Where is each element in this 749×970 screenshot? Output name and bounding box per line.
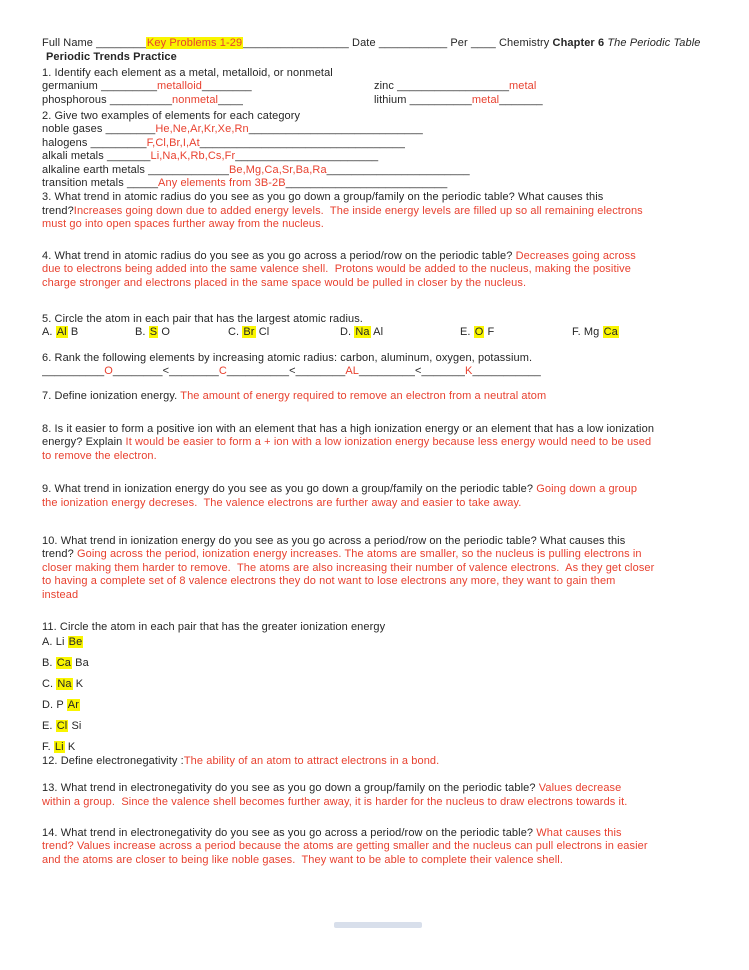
q1 (42, 67, 713, 107)
text-line (42, 720, 713, 733)
answer-text: AL (345, 365, 360, 378)
body-text: 1. Identify each element as a metal, metalloid, or nonmetal (42, 66, 333, 79)
answer-text: The amount of energy required to remove an electron from a neutral atom (180, 389, 547, 402)
text-line (42, 123, 713, 136)
text-line (42, 313, 713, 326)
body-text: energy? Explain (42, 436, 126, 449)
body-text: Ba (72, 657, 89, 670)
worksheet-title (42, 51, 713, 64)
highlighted-answer: Br (243, 326, 255, 339)
answer-text: must go into open spaces further away from the nucleus. (42, 218, 324, 231)
answer-text: instead (42, 588, 79, 601)
pair-item (228, 326, 340, 339)
body-text: B. (135, 326, 149, 339)
highlighted-answer: Al (56, 326, 67, 339)
body-text: C. (228, 326, 243, 339)
body-text: __________ (42, 365, 105, 378)
body-text: 2. Give two examples of elements for each category (42, 110, 301, 123)
highlighted-answer: Na (57, 678, 72, 691)
body-text: lithium __________ (374, 93, 472, 106)
answer-text: It would be easier to form a + ion with a low ionization energy because less energy would need to be used (125, 436, 652, 449)
footer-watermark (334, 922, 422, 928)
two-column-row (42, 80, 713, 93)
body-text: 9. What trend in ionization energy do you see as you go down a group/family on the periodic table? (42, 483, 537, 496)
text-line (42, 352, 713, 365)
answer-text: Li,Na,K,Rb,Cs,Fr (150, 150, 236, 163)
body-text: ____________________________ (248, 123, 423, 136)
q9 (42, 483, 713, 510)
highlighted-answer: Ca (56, 657, 72, 670)
body-text: E. (460, 326, 474, 339)
q4 (42, 250, 713, 290)
body-text: Chapter 6 (552, 37, 608, 49)
body-text: alkaline earth metals _____________ (42, 163, 229, 176)
right-column (374, 80, 536, 93)
answer-text: Decreases going across (515, 249, 636, 262)
answer-text: C (218, 365, 227, 378)
answer-text: O (104, 365, 113, 378)
answer-text: due to electrons being added into the same valence shell. Protons would be added to the nucleus, making the positive (42, 263, 631, 276)
text-line (42, 436, 713, 449)
right-column (374, 94, 543, 107)
q7 (42, 390, 713, 403)
q8 (42, 423, 713, 463)
text-line (42, 678, 713, 691)
pair-item (340, 326, 460, 339)
body-text: O (158, 326, 170, 339)
body-text: transition metals _____ (42, 177, 159, 190)
q10 (42, 535, 713, 602)
text-line (42, 277, 713, 290)
text-line (42, 699, 713, 712)
text-line (42, 796, 713, 809)
text-line (42, 483, 713, 496)
answer-pairs-row (42, 326, 713, 339)
body-text: ____ (218, 93, 243, 106)
body-text: _______ (499, 93, 543, 106)
q12 (42, 755, 713, 768)
text-line (42, 562, 713, 575)
highlighted-answer: Ar (67, 699, 79, 712)
answer-text: Going down a group (536, 483, 638, 496)
answer-text: F,Cl,Br,I,At (146, 136, 200, 149)
answer-text: Going across the period, ionization energy increases. The atoms are smaller, so the nucleus is pulling electrons in (76, 548, 642, 561)
text-line (42, 535, 713, 548)
highlighted-answer: Cl (56, 720, 68, 733)
text-line (46, 51, 713, 64)
answer-text: metal (509, 80, 537, 93)
answer-text: nonmetal (172, 93, 219, 106)
text-line (42, 755, 713, 768)
text-line (42, 205, 713, 218)
answer-text: Any elements from 3B-2B (158, 177, 286, 190)
q3 (42, 191, 713, 231)
pair-item (460, 326, 572, 339)
body-text: D. P (42, 699, 67, 712)
pair-item (572, 326, 619, 339)
answer-text: to having a complete set of 8 valence electrons they do not want to lose electrons any more, they want to gain them (42, 575, 616, 588)
text-line (42, 621, 713, 634)
answer-text: What causes this (536, 827, 622, 840)
body-text: __________<________ (226, 365, 346, 378)
body-text: ________<________ (112, 365, 219, 378)
highlighted-answer: O (474, 326, 484, 339)
body-text: _______________________ (235, 150, 379, 163)
q5 (42, 313, 713, 340)
body-text: F (484, 326, 495, 339)
highlighted-answer: Be (68, 636, 83, 649)
body-text: 6. Rank the following elements by increasing atomic radius: carbon, aluminum, oxygen, potassium. (42, 351, 533, 364)
answer-text: charge stronger and electrons placed in the same space would be pulled in closer by the nucleus. (42, 276, 527, 289)
left-column (42, 94, 374, 107)
body-text: 4. What trend in atomic radius do you see as you go across a period/row on the periodic table? (42, 249, 516, 262)
body-text: _________________ Date ___________ Per ____ Chemistry (243, 37, 553, 49)
text-line (42, 423, 713, 436)
body-text: __________________________ (285, 177, 448, 190)
answer-text: within a group. Since the valence shell becomes further away, it is harder for the nucleus to draw electrons towards it. (42, 795, 628, 808)
header-line (42, 37, 713, 50)
text-line (42, 110, 713, 123)
text-line (42, 218, 713, 231)
text-line (42, 636, 713, 649)
body-text: noble gases ________ (42, 123, 156, 136)
body-text: F. (42, 741, 54, 754)
body-text: _________________________________ (199, 136, 405, 149)
body-text: D. (340, 326, 355, 339)
text-line (42, 250, 713, 263)
text-line (42, 365, 713, 378)
body-text: B. (42, 657, 56, 670)
body-text: B (67, 326, 79, 339)
body-text: E. (42, 720, 56, 733)
q6 (42, 352, 713, 379)
text-line (42, 177, 713, 190)
q14 (42, 827, 713, 867)
body-text: 3. What trend in atomic radius do you see as you go down a group/family on the periodic table? What causes this (42, 191, 604, 204)
text-line (42, 741, 713, 754)
body-text: halogens _________ (42, 136, 147, 149)
body-text: 11. Circle the atom in each pair that has the greater ionization energy (42, 621, 386, 633)
body-text: 7. Define ionization energy. (42, 389, 181, 402)
body-text: 14. What trend in electronegativity do you see as you go across a period/row on the periodic table? (42, 827, 537, 840)
text-line (42, 782, 713, 795)
body-text: A. (42, 326, 56, 339)
answer-text: to remove the electron. (42, 449, 157, 462)
text-line (42, 575, 713, 588)
text-line (42, 164, 713, 177)
body-text: Al (370, 326, 384, 339)
answer-text: Be,Mg,Ca,Sr,Ba,Ra (228, 163, 327, 176)
answer-text: metalloid (157, 80, 202, 93)
body-text: _________<_______ (359, 365, 466, 378)
text-line (42, 150, 713, 163)
text-line (42, 390, 713, 403)
body-text: ___________ (472, 365, 541, 378)
text-line (42, 137, 713, 150)
text-line (42, 450, 713, 463)
body-text: Cl (255, 326, 270, 339)
answer-text: Values decrease (538, 782, 622, 795)
text-line (42, 497, 713, 510)
answer-text: metal (471, 93, 500, 106)
text-line (42, 263, 713, 276)
text-line (42, 589, 713, 602)
text-line (42, 37, 713, 50)
text-line (42, 854, 713, 867)
text-line (42, 67, 713, 80)
q2 (42, 110, 713, 190)
highlighted-answer: Na (355, 326, 370, 339)
highlighted-answer: Ca (603, 326, 618, 339)
text-line (42, 191, 713, 204)
highlighted-answer: Li (54, 741, 64, 754)
q13 (42, 782, 713, 809)
answer-text: closer making them harder to remove. The atoms are also increasing their number of valence electrons. As they get closer (42, 561, 655, 574)
left-column (42, 80, 374, 93)
body-text: _______________________ (326, 163, 470, 176)
body-text: 12. Define electronegativity : (42, 754, 184, 767)
body-text: 10. What trend in ionization energy do you see as you go across a period/row on the periodic table? What causes this (42, 534, 626, 547)
body-text: 5. Circle the atom in each pair that has the largest atomic radius. (42, 312, 363, 325)
body-text: germanium _________ (42, 80, 158, 93)
answer-text: He,Ne,Ar,Kr,Xe,Rn (155, 123, 249, 136)
answer-text: The ability of an atom to attract electrons in a bond. (183, 754, 440, 767)
answer-text: trend? Values increase across a period because the atoms are getting smaller and the nucleus can pull electrons in easier (42, 840, 648, 853)
highlighted-answer: Key Problems 1-29 (146, 37, 243, 49)
body-text: zinc __________________ (374, 80, 510, 93)
two-column-row (42, 94, 713, 107)
body-text: A. Li (42, 636, 68, 649)
body-text: alkali metals _______ (42, 150, 151, 163)
body-text: Si (68, 720, 82, 733)
text-line (42, 827, 713, 840)
body-text: Full Name ________ (42, 37, 146, 49)
answer-text: the ionization energy decreses. The valence electrons are further away and easier to take away. (42, 496, 522, 509)
q11 (42, 621, 713, 755)
pair-item (135, 326, 228, 339)
highlighted-answer: S (149, 326, 158, 339)
text-line (42, 657, 713, 670)
answer-text: and the atoms are closer to being like noble gases. They want to be able to complete their valence shell. (42, 853, 563, 866)
body-text: trend? (42, 204, 74, 217)
body-text: ________ (201, 80, 252, 93)
text-line (42, 840, 713, 853)
body-text: phosphorous __________ (42, 93, 173, 106)
body-text: F. Mg (572, 326, 603, 339)
body-text: 8. Is it easier to form a positive ion with an element that has a high ionization energy or an element that has a low ionization (42, 422, 655, 435)
answer-text: K (465, 365, 473, 378)
body-text: K (64, 741, 76, 754)
body-text: C. (42, 678, 57, 691)
body-text: Periodic Trends Practice (46, 51, 177, 64)
body-text: K (72, 678, 84, 691)
worksheet-content (42, 37, 713, 867)
answer-text: Increases going down due to added energy levels. The inside energy levels are filled up so all remaining electrons (73, 204, 643, 217)
body-text: The Periodic Table (607, 37, 701, 49)
text-line (42, 548, 713, 561)
body-text: 13. What trend in electronegativity do you see as you go down a group/family on the periodic table? (42, 782, 539, 795)
pair-item (42, 326, 135, 339)
body-text: trend? (42, 548, 77, 561)
